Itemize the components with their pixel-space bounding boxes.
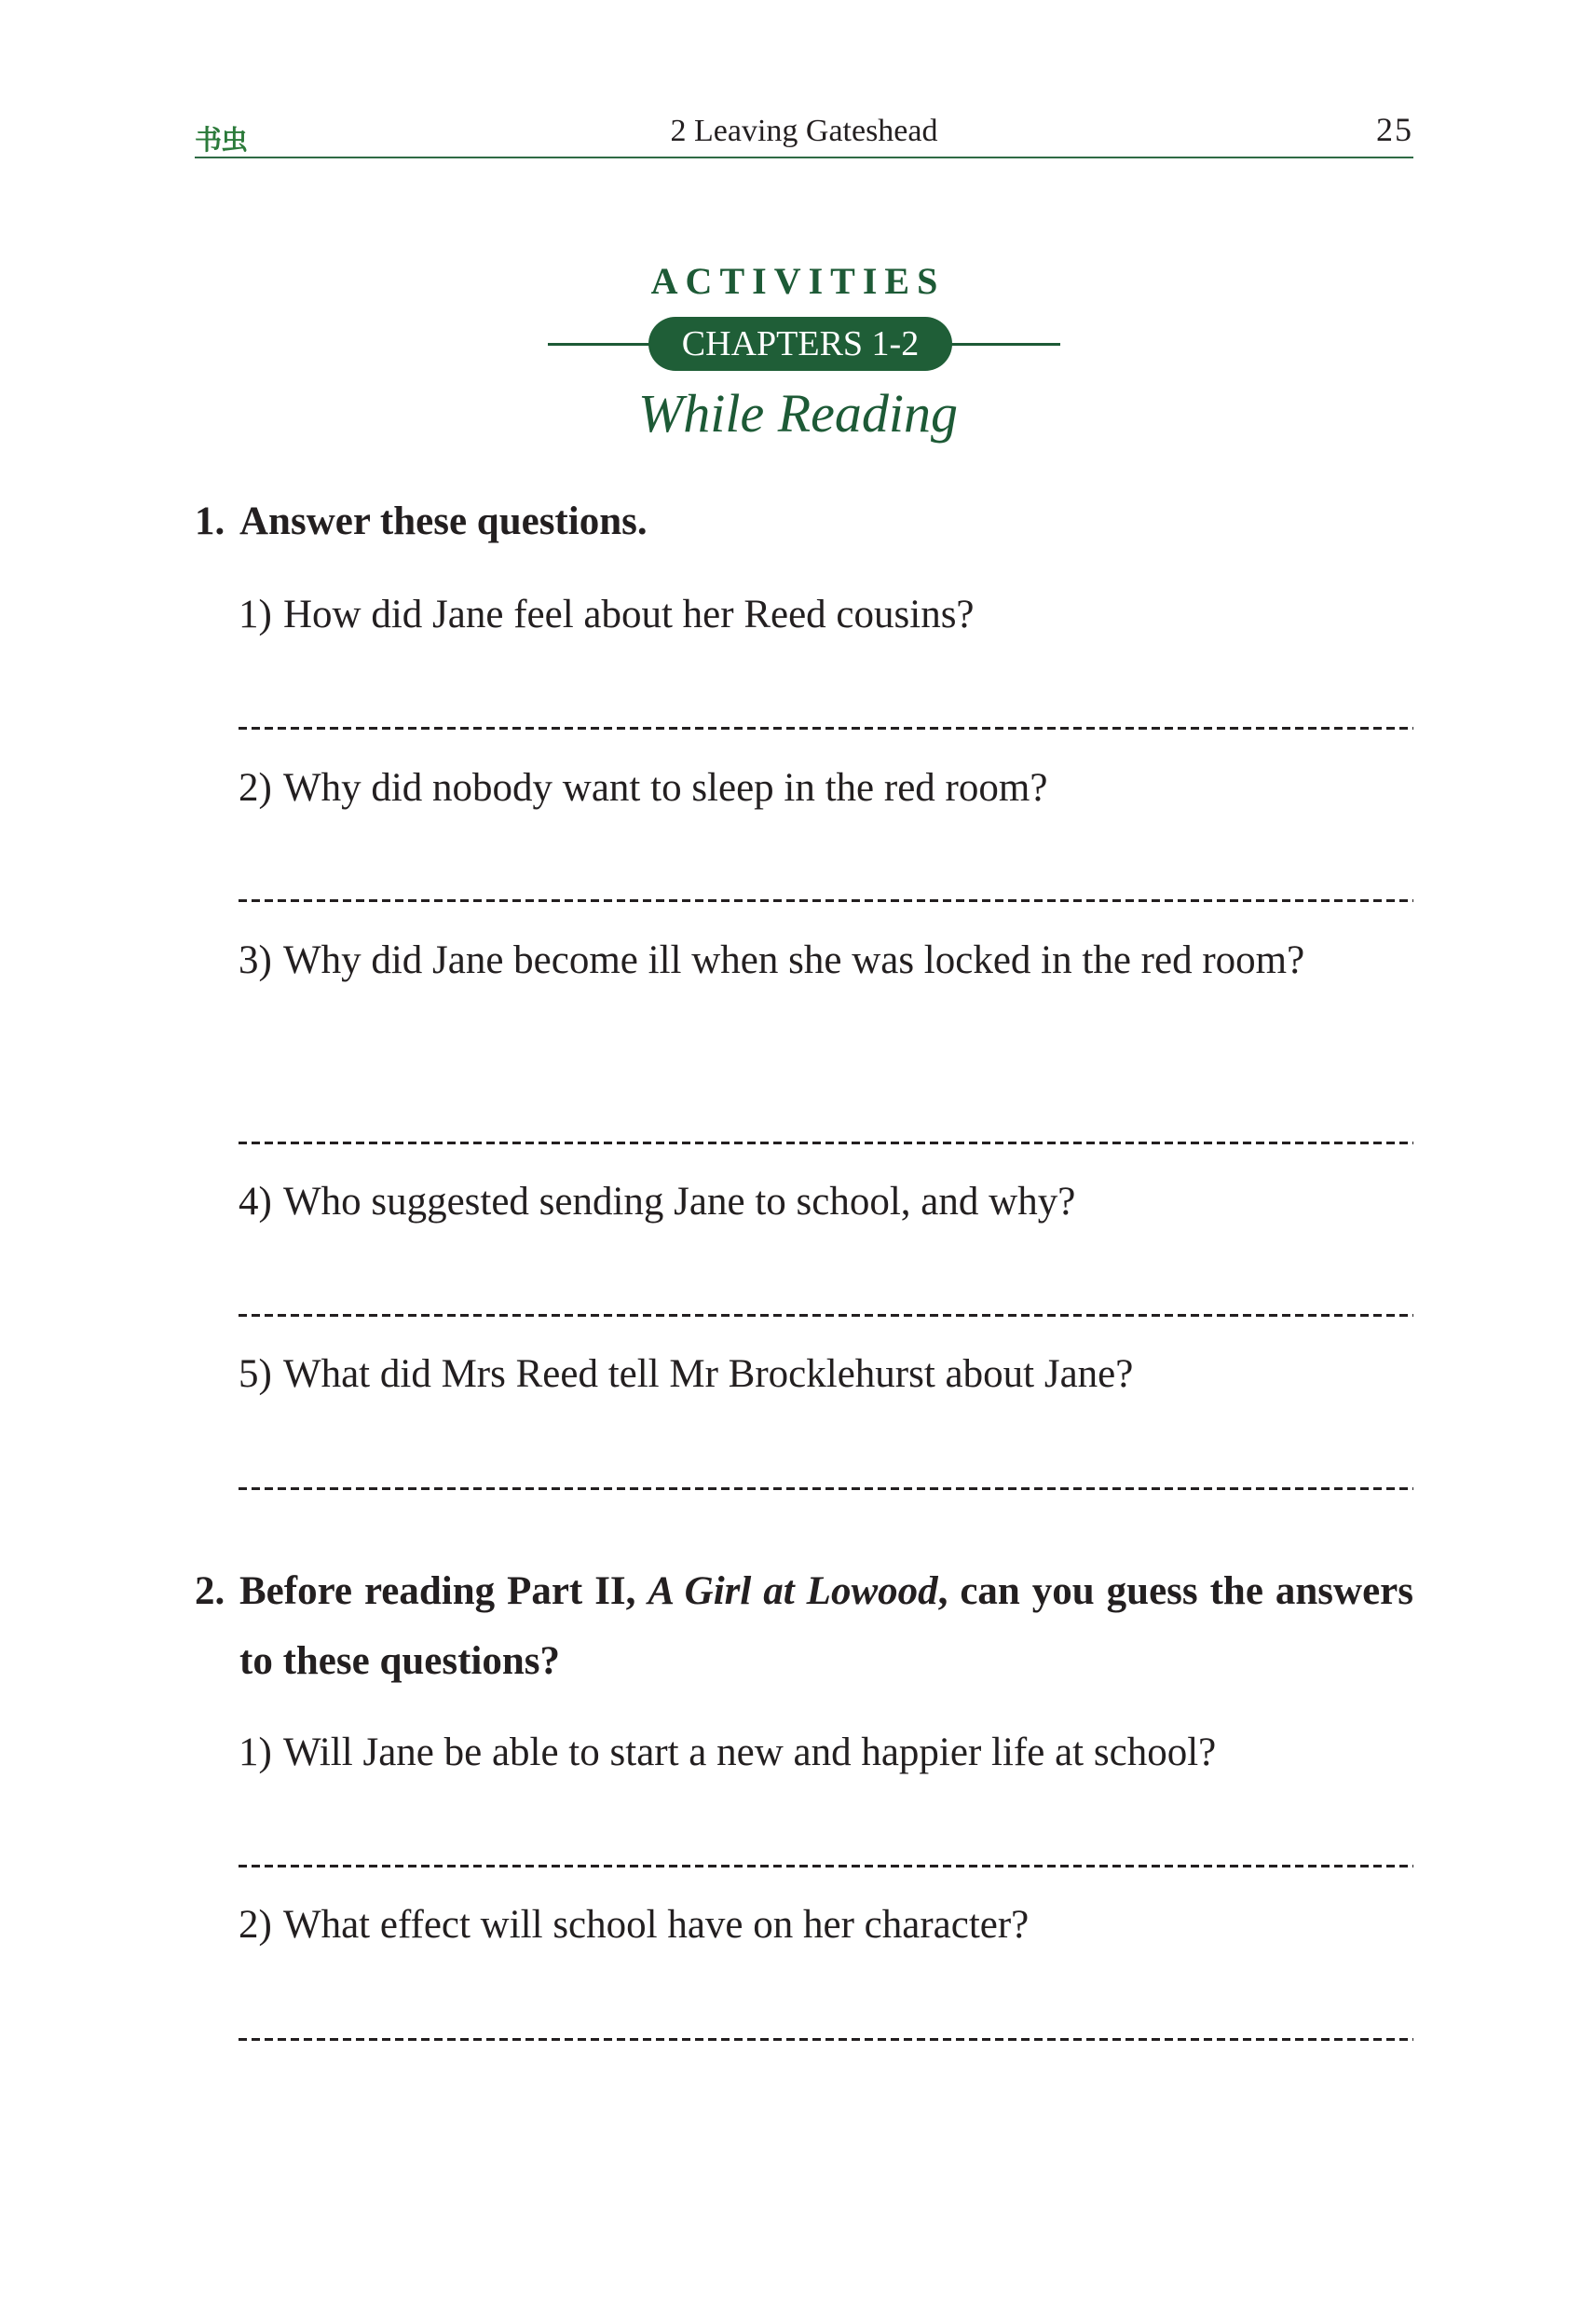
page-number: 25 (1376, 111, 1413, 148)
question-text: How did Jane feel about her Reed cousins? (283, 593, 975, 636)
question-text: Who suggested sending Jane to school, and why? (283, 1180, 1076, 1224)
chapters-banner (548, 317, 1060, 371)
answer-line (239, 899, 1413, 902)
section-title: Answer these questions. (239, 499, 648, 543)
chapters-label: CHAPTERS 1-2 (648, 317, 952, 371)
section-number: 2. (195, 1569, 225, 1613)
activities-title: ACTIVITIES (650, 260, 946, 302)
question-number: 2) (239, 1903, 272, 1947)
question-1-2 (239, 753, 1413, 823)
banner-rule-right (948, 343, 1060, 346)
answer-line (239, 727, 1413, 730)
question-2-1 (239, 1717, 1413, 1787)
question-1-1 (239, 580, 1413, 650)
book-part-title: A Girl at Lowood (648, 1569, 938, 1613)
question-1-4 (239, 1167, 1413, 1237)
answer-line (239, 1865, 1413, 1867)
question-text: Why did Jane become ill when she was locked in the red room? (283, 938, 1305, 982)
while-reading-subtitle: While Reading (637, 383, 959, 444)
answer-line (239, 2038, 1413, 2041)
series-logo: 书虫 (195, 124, 248, 156)
question-1-3 (239, 925, 1413, 995)
running-title: 2 Leaving Gateshead (670, 114, 938, 148)
answer-line (239, 1487, 1413, 1490)
question-text: What effect will school have on her character? (283, 1903, 1030, 1947)
section-title-part: , can you guess the answers to these questions? (239, 1569, 1413, 1683)
question-number: 4) (239, 1180, 272, 1224)
answer-line (239, 1314, 1413, 1317)
question-text: Will Jane be able to start a new and happier life at school? (283, 1731, 1217, 1774)
section-1-heading (195, 486, 1413, 556)
question-number: 1) (239, 593, 272, 636)
question-number: 3) (239, 938, 272, 982)
answer-line (239, 1142, 1413, 1144)
question-text: Why did nobody want to sleep in the red room? (283, 766, 1048, 810)
section-title (195, 1556, 1413, 1696)
section-2-heading (195, 1556, 1413, 1696)
banner-rule-left (548, 343, 660, 346)
question-number: 2) (239, 766, 272, 810)
section-title-part: Before reading Part II, (239, 1569, 648, 1613)
question-text: What did Mrs Reed tell Mr Brocklehurst about Jane? (283, 1352, 1134, 1396)
question-2-2 (239, 1890, 1413, 1960)
question-number: 1) (239, 1731, 272, 1774)
question-number: 5) (239, 1352, 272, 1396)
section-number: 1. (195, 499, 225, 543)
question-1-5 (239, 1339, 1413, 1409)
page-header (195, 104, 1413, 158)
